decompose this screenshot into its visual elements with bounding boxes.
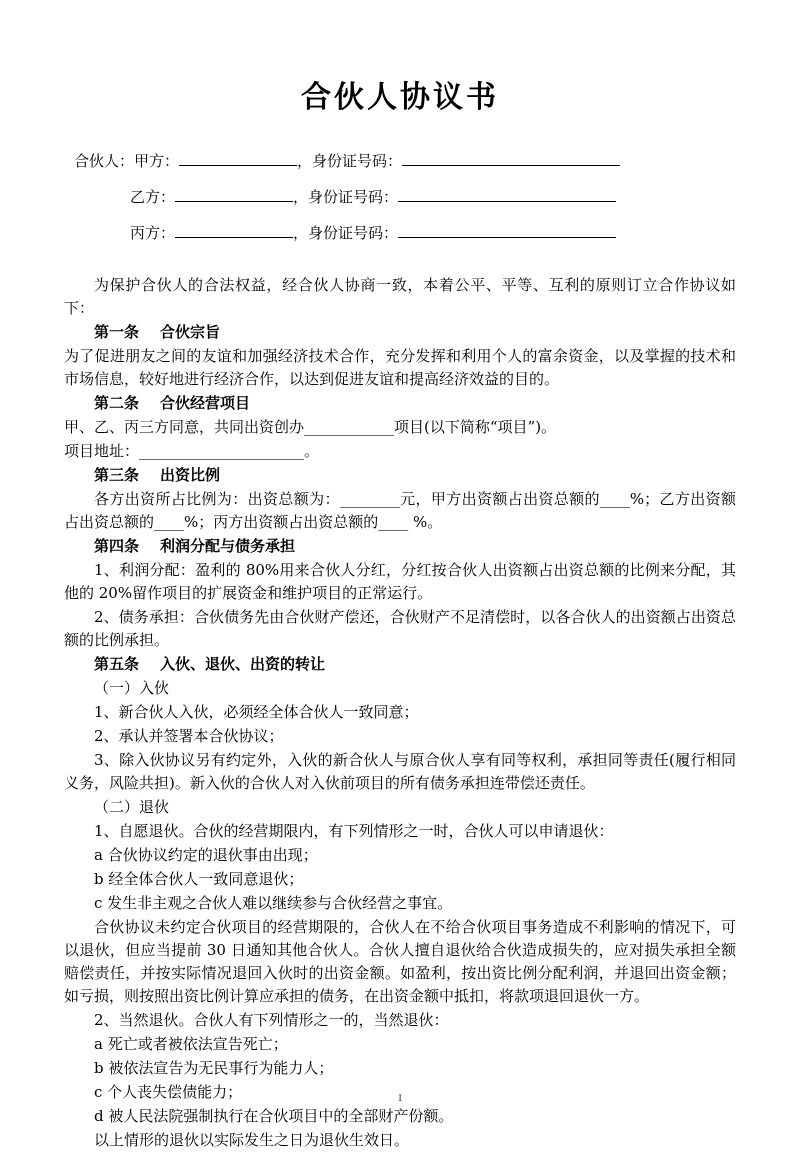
party-id-label: ，身份证号码： bbox=[293, 188, 399, 206]
section-heading-3 bbox=[64, 464, 736, 487]
party-name-blank[interactable] bbox=[175, 201, 293, 202]
preamble-paragraph: 为保护合伙人的合法权益，经合伙人协商一致，本着公平、平等、互利的原则订立合作协议如下： bbox=[64, 276, 736, 317]
subsection-two-item: 1、自愿退伙。合伙的经营期限内，有下列情形之一时，合伙人可以申请退伙： bbox=[94, 822, 614, 840]
section-number: 第三条 bbox=[94, 466, 140, 484]
subsection-two-item: a 合伙协议约定的退伙事由出现； bbox=[94, 846, 318, 864]
party-id-blank[interactable] bbox=[398, 237, 616, 238]
party-row bbox=[74, 146, 736, 176]
section-heading-2 bbox=[64, 392, 736, 415]
section-4-paragraph-2: 2、债务承担：合伙债务先由合伙财产偿还，合伙财产不足清偿时，以各合伙人的出资额占出资总额的比例承担。 bbox=[64, 608, 736, 649]
party-name-blank[interactable] bbox=[175, 237, 293, 238]
section-title: 合伙经营项目 bbox=[160, 394, 251, 412]
subsection-two-item: 2、当然退伙。合伙人有下列情形之一的，当然退伙： bbox=[94, 1011, 449, 1029]
subsection-one-heading: （一）入伙 bbox=[94, 679, 170, 697]
subsection-two-item: 合伙协议未约定合伙项目的经营期限的，合伙人在不给合伙项目事务造成不利影响的情况下，可以退伙，但应当提前 30 日通知其他合伙人。合伙人擅自退伙给合伙造成损失的，应对损失承担全额赔偿责任，并按实际情况退回入伙时的出资金额。如盈利，按出资比例分配利润，并退回出资金额；如亏损，则按照出资比例计算应承担的债务，在出资金额中抵扣，将款项退回退伙一方。 bbox=[64, 918, 736, 1005]
section-1-paragraph: 为了促进朋友之间的友谊和加强经济技术合作，充分发挥和利用个人的富余资金，以及掌握的技术和市场信息，较好地进行经济合作，以达到促进友谊和提高经济效益的目的。 bbox=[64, 347, 736, 388]
party-row bbox=[74, 182, 736, 212]
subsection-one-item: 3、除入伙协议另有约定外，入伙的新合伙人与原合伙人享有同等权利，承担同等责任(履行相同义务，风险共担)。新入伙的合伙人对入伙前项目的所有债务承担连带偿还责任。 bbox=[64, 751, 736, 792]
document-body bbox=[64, 274, 736, 1152]
subsection-two-item: a 死亡或者被依法宣告死亡； bbox=[94, 1035, 288, 1053]
party-role-label: 丙方： bbox=[130, 224, 176, 242]
party-name-blank[interactable] bbox=[179, 165, 297, 166]
section-2-paragraph-2: 项目地址：______________________。 bbox=[64, 442, 320, 460]
page-number: 1 bbox=[397, 1092, 403, 1104]
subsection-two-item: c 个人丧失偿债能力； bbox=[94, 1083, 243, 1101]
section-title: 入伙、退伙、出资的转让 bbox=[160, 655, 326, 673]
section-heading-5 bbox=[64, 653, 736, 676]
section-number: 第五条 bbox=[94, 655, 140, 673]
parties-block bbox=[74, 146, 736, 248]
subsection-two-item: d 被人民法院强制执行在合伙项目中的全部财产份额。 bbox=[94, 1107, 454, 1125]
section-number: 第二条 bbox=[94, 394, 140, 412]
subsection-two-item: b 经全体合伙人一致同意退伙； bbox=[94, 870, 304, 888]
section-heading-4 bbox=[64, 535, 736, 558]
page-title: 合伙人协议书 bbox=[301, 80, 499, 115]
subsection-one-item: 1、新合伙人入伙，必须经全体合伙人一致同意； bbox=[94, 703, 419, 721]
party-role-label: 乙方： bbox=[130, 188, 176, 206]
subsection-two-item: 以上情形的退伙以实际发生之日为退伙生效日。 bbox=[94, 1131, 410, 1149]
party-id-label: ，身份证号码： bbox=[297, 152, 403, 170]
party-row bbox=[74, 218, 736, 248]
subsection-two-item: c 发生非主观之合伙人难以继续参与合伙经营之事宜。 bbox=[94, 894, 453, 912]
subsection-two-item: b 被依法宣告为无民事行为能力人； bbox=[94, 1059, 334, 1077]
party-id-label: ，身份证号码： bbox=[293, 224, 399, 242]
section-number: 第四条 bbox=[94, 537, 140, 555]
party-id-blank[interactable] bbox=[398, 201, 616, 202]
subsection-one-item: 2、承认并签署本合伙协议； bbox=[94, 727, 284, 745]
subsection-two-heading: （二）退伙 bbox=[94, 798, 170, 816]
party-role-label: 甲方： bbox=[134, 152, 180, 170]
section-4-paragraph-1: 1、利润分配：盈利的 80%用来合伙人分红，分红按合伙人出资额占出资总额的比例来分配，其他的 20%留作项目的扩展资金和维护项目的正常运行。 bbox=[64, 561, 736, 602]
section-title: 出资比例 bbox=[160, 466, 221, 484]
section-number: 第一条 bbox=[94, 323, 140, 341]
section-3-paragraph: 各方出资所占比例为：出资总额为：________元，甲方出资额占出资总额的____%；乙方出资额占出资总额的____%；丙方出资额占出资总额的____ %。 bbox=[64, 490, 736, 531]
party-id-blank[interactable] bbox=[402, 165, 620, 166]
section-heading-1 bbox=[64, 321, 736, 344]
section-title: 利润分配与债务承担 bbox=[160, 537, 296, 555]
section-2-paragraph-1: 甲、乙、丙三方同意，共同出资创办____________项目(以下简称“项目”)。 bbox=[64, 418, 557, 436]
party-prefix-label: 合伙人： bbox=[74, 152, 135, 170]
section-title: 合伙宗旨 bbox=[160, 323, 221, 341]
